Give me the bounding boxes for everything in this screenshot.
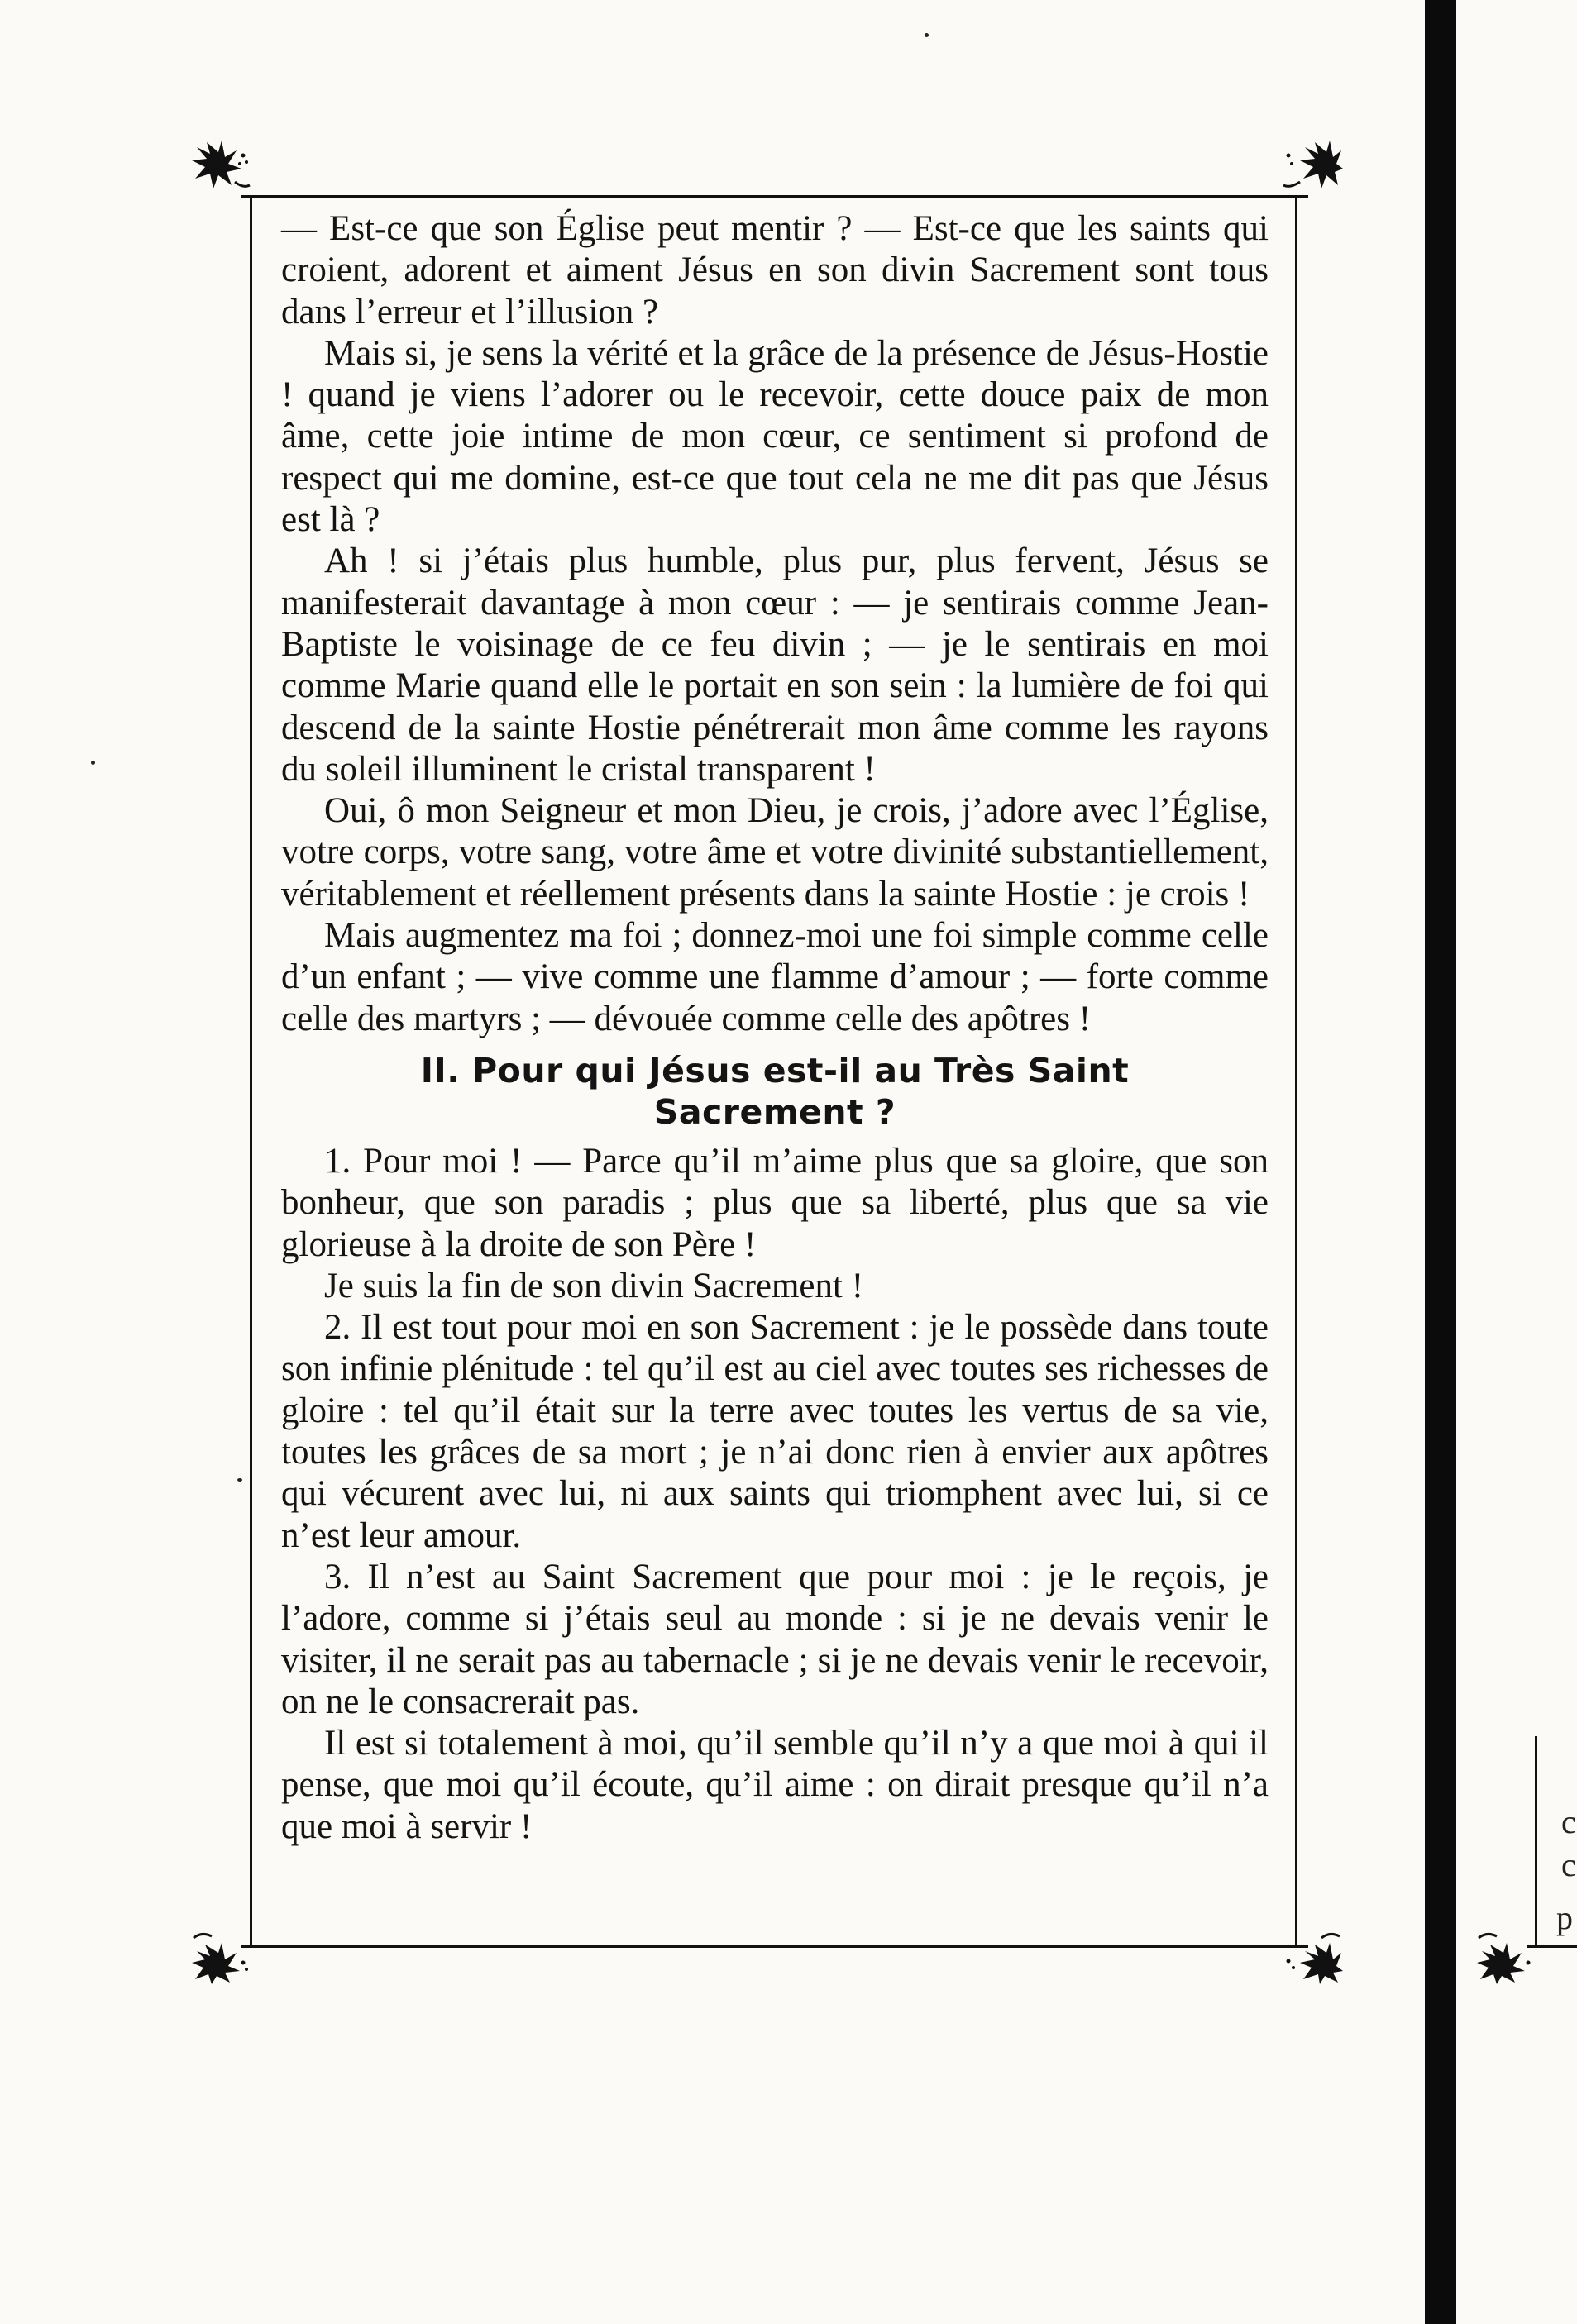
frame-top-rule xyxy=(241,195,1308,198)
next-page-letter: c xyxy=(1561,1803,1576,1840)
paragraph: 1. Pour moi ! — Parce qu’il m’aime plus que sa gloire, que son bonheur, que son paradis ; plus que sa liberté, plus que sa vie glorieuse à la droite de son Père ! xyxy=(281,1141,1269,1264)
page-body xyxy=(281,208,1269,1848)
paragraph: — Est-ce que son Église peut mentir ? — Est-ce que les saints qui croient, adorent et aiment Jésus en son divin Sacrement sont tous dans l’erreur et l’illusion ? xyxy=(281,209,1269,332)
next-page-letter: c xyxy=(1561,1846,1576,1883)
paragraph: Je suis la fin de son divin Sacrement ! xyxy=(324,1266,864,1305)
paragraph: 3. Il n’est au Saint Sacrement que pour moi : je le reçois, je l’adore, comme si j’étais seul au monde : si je ne devais venir le visiter, il ne serait pas au tabernacle ; si je ne devais venir le recevoir, on ne le consacrerait pas. xyxy=(281,1557,1269,1721)
corner-ornament-icon xyxy=(1280,1926,1345,1984)
corner-ornament-icon xyxy=(1280,139,1345,197)
frame-left-rule xyxy=(250,195,252,1948)
ink-speck xyxy=(91,761,95,765)
next-page-left-rule xyxy=(1535,1736,1537,1948)
frame-right-rule xyxy=(1295,195,1297,1948)
binding-shadow xyxy=(1425,0,1456,2324)
frame-bottom-rule xyxy=(241,1945,1308,1948)
paragraph: Mais si, je sens la vérité et la grâce de la présence de Jésus-Hostie ! quand je viens l’adorer ou le recevoir, cette douce paix de mon âme, cette joie intime de mon cœur, ce sentiment si profond de respect qui me domine, est-ce que tout cela ne me dit pas que Jésus est là ? xyxy=(281,333,1269,540)
section-heading-line: II. Pour qui Jésus est-il au Très Saint xyxy=(420,1050,1130,1090)
corner-ornament-icon xyxy=(1474,1926,1538,1984)
paragraph: Il est si totalement à moi, qu’il semble qu’il n’y a que moi à qui il pense, que moi qu’il écoute, qu’il aime : on dirait presque qu’il n’a que moi à servir ! xyxy=(281,1724,1269,1846)
ink-speck xyxy=(237,1478,242,1482)
section-heading-line: Sacrement ? xyxy=(653,1091,896,1132)
next-page-letter: p xyxy=(1556,1899,1573,1936)
paragraph: Ah ! si j’étais plus humble, plus pur, plus fervent, Jésus se manifesterait davantage à mon cœur : — je sentirais comme Jean-Baptiste le voisinage de ce feu divin ; — je le sentirais en moi comme Marie quand elle le portait en son sein : la lumière de foi qui descend de la sainte Hostie pénétrerait mon âme comme les rayons du soleil illuminent le cristal transparent ! xyxy=(281,542,1269,789)
corner-ornament-icon xyxy=(189,1926,253,1984)
ink-speck xyxy=(925,33,929,37)
paragraph: Mais augmentez ma foi ; donnez-moi une foi simple comme celle d’un enfant ; — vive comme une flamme d’amour ; — forte comme celle des martyrs ; — dévouée comme celle des apôtres ! xyxy=(281,916,1269,1038)
paragraph: 2. Il est tout pour moi en son Sacrement : je le possède dans toute son infinie plénitude : tel qu’il est au ciel avec toutes ses richesses de gloire : tel qu’il était sur la terre avec toutes les vertus de sa vie, toutes les grâces de sa mort ; je n’ai donc rien à envier aux apôtres qui vécurent avec lui, ni aux saints qui triomphent avec lui, si ce n’est leur amour. xyxy=(281,1308,1269,1555)
corner-ornament-icon xyxy=(189,139,253,197)
section-heading xyxy=(281,1050,1269,1133)
paragraph: Oui, ô mon Seigneur et mon Dieu, je crois, j’adore avec l’Église, votre corps, votre sang, votre âme et votre divinité substantiellement, véritablement et réellement présents dans la sainte Hostie : je crois ! xyxy=(281,791,1269,914)
